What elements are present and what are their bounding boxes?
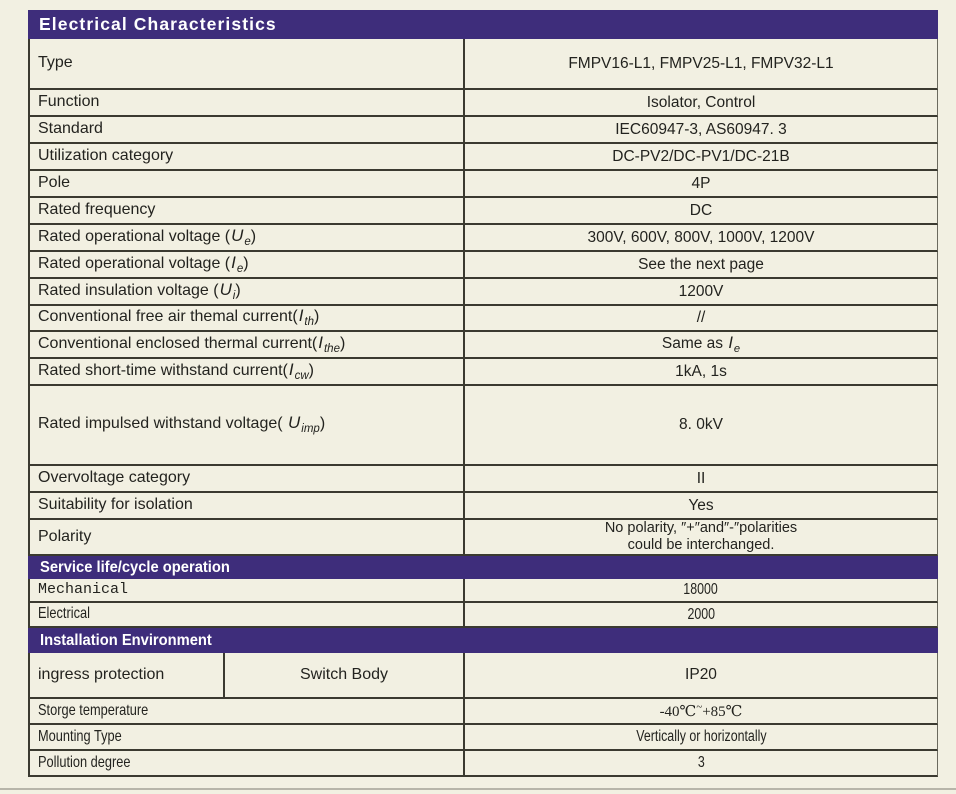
- text-fragment: 1kA, 1s: [675, 362, 727, 380]
- text-fragment: ): [319, 415, 326, 433]
- row-mounting-type: [28, 725, 938, 751]
- text-fragment: II: [696, 469, 706, 487]
- text-fragment: Polarity: [38, 527, 92, 545]
- text-fragment: ingress protection: [38, 665, 165, 683]
- utilization-category-value: [465, 144, 937, 169]
- suitability-for-isolation-value-text: [688, 497, 713, 515]
- conventional-free-air-themal-current-ith-label: [30, 306, 465, 330]
- pole-value: [465, 171, 937, 196]
- section-header-label: Installation Environment: [40, 631, 212, 649]
- text-fragment: ): [235, 281, 241, 299]
- conventional-enclosed-thermal-current-it-label: [30, 332, 465, 357]
- rated-insulation-voltage-ui-value: [465, 279, 937, 304]
- utilization-category-label-text: [38, 147, 173, 165]
- text-fragment: ): [314, 308, 320, 326]
- row-pollution-degree: [28, 751, 938, 777]
- spec-table: [28, 10, 938, 777]
- text-fragment: e: [733, 342, 741, 355]
- row-type: [28, 39, 938, 90]
- text-fragment: the: [323, 342, 340, 355]
- mechanical-value-text: [684, 581, 718, 599]
- pole-label-text: [38, 174, 70, 192]
- text-fragment: Mounting Type: [38, 727, 122, 745]
- text-fragment: IEC60947-3, AS60947. 3: [615, 120, 787, 138]
- rated-insulation-voltage-ui-label-text: [38, 280, 241, 303]
- text-fragment: Pollution degree: [38, 753, 131, 771]
- ingress-protection-subcell-text: [300, 666, 388, 684]
- row-conventional-enclosed-thermal-current-it: [28, 332, 938, 359]
- text-fragment: ): [250, 227, 257, 245]
- conventional-free-air-themal-current-ith-value: [465, 306, 937, 330]
- conventional-enclosed-thermal-current-it-label-text: [38, 333, 345, 356]
- text-fragment: ): [308, 361, 314, 379]
- function-label-text: [38, 93, 99, 111]
- text-fragment: e: [244, 235, 251, 248]
- text-fragment: FMPV16-L1, FMPV25-L1, FMPV32-L1: [568, 54, 834, 72]
- text-fragment: 1200V: [678, 282, 724, 300]
- rated-frequency-value: [465, 198, 937, 223]
- pole-value-text: [692, 175, 711, 193]
- ingress-protection-value: [465, 653, 937, 697]
- row-ingress-protection: [28, 653, 938, 699]
- text-fragment: ~: [696, 700, 703, 713]
- text-fragment: Overvoltage category: [38, 469, 191, 487]
- text-fragment: -40℃: [659, 703, 697, 720]
- section-header-installation-environment: [28, 628, 938, 653]
- text-fragment: 4P: [691, 174, 711, 192]
- rated-impulsed-withstand-voltage-uimp-label: [30, 386, 465, 464]
- text-fragment: //: [696, 309, 706, 327]
- mechanical-value: [465, 579, 937, 601]
- text-fragment: e: [236, 262, 244, 275]
- text-fragment: +85℃: [702, 703, 743, 720]
- text-fragment: ): [340, 334, 346, 352]
- text-fragment: Same as: [661, 334, 728, 352]
- ingress-protection-label: [30, 653, 225, 697]
- overvoltage-category-label: [30, 466, 465, 491]
- text-fragment: See the next page: [638, 255, 764, 273]
- rated-operational-voltage-ie-label-text: [38, 253, 249, 276]
- mounting-type-value: [465, 725, 937, 749]
- text-fragment: th: [304, 316, 315, 329]
- symbol-text: U: [288, 413, 301, 433]
- rated-insulation-voltage-ui-value-text: [679, 283, 724, 301]
- pollution-degree-label-text: [38, 754, 131, 772]
- electrical-label-text: [38, 605, 90, 623]
- rated-operational-voltage-ue-label-text: [38, 226, 256, 249]
- text-fragment: Rated operational voltage (: [38, 254, 231, 272]
- rated-impulsed-withstand-voltage-uimp-value: [465, 386, 937, 464]
- electrical-value: [465, 603, 937, 626]
- text-fragment: Mechanical: [38, 581, 129, 599]
- conventional-free-air-themal-current-ith-label-text: [38, 306, 319, 329]
- symbol-text: U: [231, 225, 244, 245]
- text-fragment: Utilization category: [38, 147, 174, 165]
- mechanical-label-text: [38, 581, 128, 598]
- polarity-label: [30, 520, 465, 554]
- type-label-text: [38, 54, 73, 72]
- conventional-enclosed-thermal-current-it-value-text: [662, 334, 740, 356]
- text-fragment: Conventional free air themal current(: [38, 308, 298, 326]
- text-fragment: Rated frequency: [38, 201, 156, 219]
- text-fragment: DC-PV2/DC-PV1/DC-21B: [612, 147, 790, 165]
- row-rated-short-time-withstand-current-icw: [28, 359, 938, 386]
- text-fragment: Vertically or horizontally: [635, 728, 767, 746]
- overvoltage-category-label-text: [38, 469, 190, 487]
- polarity-value-text: [605, 520, 797, 553]
- ingress-protection-subcell: [225, 653, 465, 697]
- rated-operational-voltage-ue-value-text: [588, 229, 815, 247]
- function-value: [465, 90, 937, 115]
- rated-frequency-label-text: [38, 201, 155, 219]
- rated-short-time-withstand-current-icw-value: [465, 359, 937, 384]
- polarity-label-text: [38, 528, 91, 546]
- mechanical-label: [30, 579, 465, 601]
- text-fragment: Electrical: [38, 605, 90, 623]
- text-fragment: cw: [294, 369, 309, 382]
- type-value: [465, 39, 937, 88]
- rated-impulsed-withstand-voltage-uimp-label-text: [38, 413, 325, 436]
- row-rated-impulsed-withstand-voltage-uimp: [28, 386, 938, 466]
- utilization-category-value-text: [612, 148, 789, 166]
- ingress-protection-value-text: [685, 666, 717, 684]
- overvoltage-category-value-text: [697, 470, 706, 488]
- text-fragment: Rated insulation voltage (: [38, 281, 219, 299]
- storge-temperature-value: [465, 699, 937, 723]
- standard-value-text: [615, 121, 787, 139]
- section-header-service-life-cycle-operation: [28, 556, 938, 579]
- text-fragment: 18000: [683, 581, 719, 599]
- text-fragment: imp: [301, 423, 320, 436]
- rated-frequency-value-text: [690, 202, 712, 220]
- row-polarity: [28, 520, 938, 556]
- suitability-for-isolation-label-text: [38, 496, 193, 514]
- text-fragment: Rated impulsed withstand voltage(: [38, 415, 288, 433]
- pole-label: [30, 171, 465, 196]
- type-label: [30, 39, 465, 88]
- text-fragment: Conventional enclosed thermal current(: [38, 334, 318, 352]
- text-fragment: No polarity, ″+″and″-″polarities: [604, 520, 798, 537]
- polarity-value: [465, 520, 937, 554]
- storge-temperature-label: [30, 699, 465, 723]
- symbol-text: I: [318, 332, 323, 352]
- pollution-degree-value-text: [698, 754, 705, 772]
- pollution-degree-value: [465, 751, 937, 775]
- pollution-degree-label: [30, 751, 465, 775]
- rated-insulation-voltage-ui-label: [30, 279, 465, 304]
- text-fragment: Standard: [38, 120, 103, 138]
- conventional-enclosed-thermal-current-it-value: [465, 332, 937, 357]
- row-standard: [28, 117, 938, 144]
- rated-operational-voltage-ue-value: [465, 225, 937, 250]
- rated-operational-voltage-ie-label: [30, 252, 465, 277]
- row-function: [28, 90, 938, 117]
- row-rated-insulation-voltage-ui: [28, 279, 938, 306]
- rated-short-time-withstand-current-icw-label-text: [38, 360, 314, 383]
- symbol-text: I: [298, 306, 304, 326]
- text-fragment: Yes: [688, 496, 714, 514]
- rated-short-time-withstand-current-icw-label: [30, 359, 465, 384]
- row-mechanical: [28, 579, 938, 603]
- rated-short-time-withstand-current-icw-value-text: [675, 363, 727, 381]
- row-rated-frequency: [28, 198, 938, 225]
- text-fragment: ): [243, 254, 249, 272]
- ingress-protection-label-text: [38, 666, 164, 684]
- function-value-text: [647, 94, 756, 112]
- text-fragment: Isolator, Control: [646, 93, 756, 111]
- row-conventional-free-air-themal-current-ith: [28, 306, 938, 332]
- text-fragment: 8. 0kV: [679, 416, 723, 434]
- text-fragment: 2000: [687, 605, 715, 623]
- symbol-text: I: [728, 333, 733, 352]
- row-rated-operational-voltage-ue: [28, 225, 938, 252]
- type-value-text: [568, 55, 833, 73]
- text-fragment: Rated operational voltage (: [38, 227, 231, 245]
- symbol-text: U: [219, 279, 232, 299]
- electrical-value-text: [687, 606, 715, 624]
- utilization-category-label: [30, 144, 465, 169]
- row-rated-operational-voltage-ie: [28, 252, 938, 279]
- section-header-label: Electrical Characteristics: [39, 14, 277, 34]
- mounting-type-label-text: [38, 728, 122, 746]
- suitability-for-isolation-label: [30, 493, 465, 518]
- standard-label-text: [38, 120, 103, 138]
- text-fragment: Type: [38, 54, 73, 72]
- text-fragment: Function: [38, 93, 100, 111]
- mounting-type-value-text: [636, 728, 766, 746]
- conventional-free-air-themal-current-ith-value-text: [697, 309, 706, 327]
- text-fragment: Rated short-time withstand current(: [38, 361, 288, 379]
- row-overvoltage-category: [28, 466, 938, 493]
- text-fragment: could be interchanged.: [627, 537, 775, 553]
- row-pole: [28, 171, 938, 198]
- text-fragment: 300V, 600V, 800V, 1000V, 1200V: [587, 228, 815, 246]
- overvoltage-category-value: [465, 466, 937, 491]
- text-fragment: Switch Body: [299, 665, 389, 683]
- row-electrical: [28, 603, 938, 628]
- text-fragment: 3: [697, 754, 705, 772]
- standard-value: [465, 117, 937, 142]
- electrical-label: [30, 603, 465, 626]
- rated-operational-voltage-ie-value-text: [638, 256, 764, 274]
- text-fragment: IP20: [685, 666, 717, 684]
- storge-temperature-label-text: [38, 702, 148, 720]
- rated-frequency-label: [30, 198, 465, 223]
- mounting-type-label: [30, 725, 465, 749]
- text-fragment: i: [232, 289, 236, 302]
- section-header-electrical-characteristics: [28, 10, 938, 39]
- row-suitability-for-isolation: [28, 493, 938, 520]
- symbol-text: I: [288, 359, 294, 379]
- page-bottom-rule: [0, 788, 956, 790]
- rated-operational-voltage-ue-label: [30, 225, 465, 250]
- storge-temperature-value-text: [660, 701, 743, 721]
- row-utilization-category: [28, 144, 938, 171]
- section-header-label: Service life/cycle operation: [40, 558, 230, 576]
- text-fragment: DC: [689, 201, 713, 219]
- standard-label: [30, 117, 465, 142]
- symbol-text: I: [231, 252, 236, 272]
- rated-operational-voltage-ie-value: [465, 252, 937, 277]
- text-fragment: Pole: [38, 174, 71, 192]
- rated-impulsed-withstand-voltage-uimp-value-text: [679, 416, 723, 434]
- function-label: [30, 90, 465, 115]
- text-fragment: Storge temperature: [38, 701, 149, 719]
- text-fragment: Suitability for isolation: [38, 496, 193, 514]
- row-storge-temperature: [28, 699, 938, 725]
- suitability-for-isolation-value: [465, 493, 937, 518]
